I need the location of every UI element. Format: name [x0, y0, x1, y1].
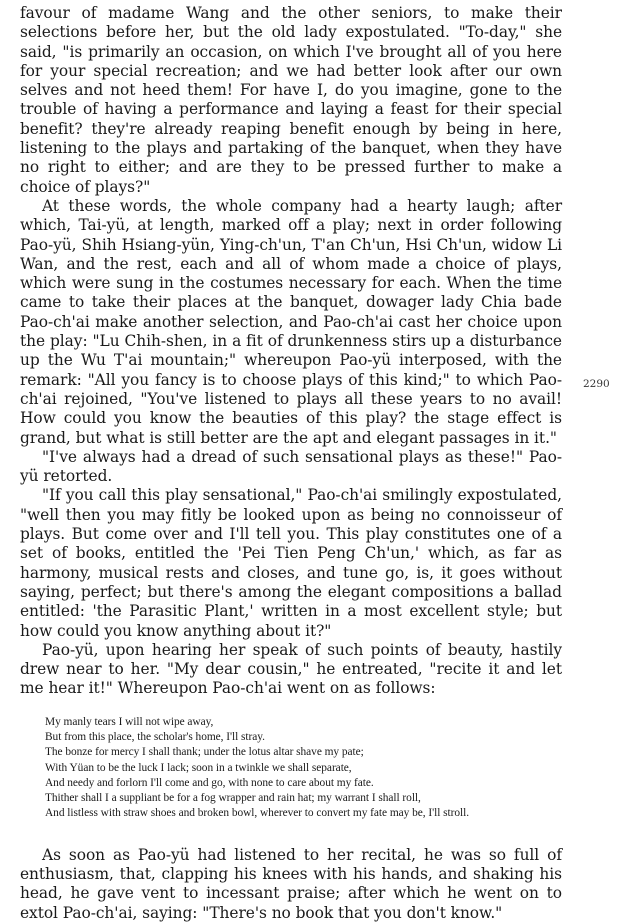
- poem-line: Thither shall I a suppliant be for a fog wrapper and rain hat; my warrant I shall roll,: [45, 792, 421, 805]
- paragraph-closing: As soon as Pao-yü had listened to her recital, he was so full of enthusiasm, that, clapping his knees with his hands, and shaking his head, he gave vent to incessant praise; after which he went on to extol Pao-ch'ai, saying: "There's no book that you don't know.": [20, 845, 562, 922]
- poem-line: And needy and forlorn I'll come and go, with none to care about my fate.: [45, 776, 374, 789]
- body-text: [20, 4, 562, 923]
- paragraph: "If you call this play sensational," Pao-ch'ai smilingly expostulated, "well then you may fitly be looked upon as being no connoisseur of plays. But come over and I'll tell you. This play constitutes one of a set of books, entitled the 'Pei Tien Peng Ch'un,' which, as far as harmony, musical rests and closes, and tune go, is, it goes without saying, perfect; but there's among the elegant compositions a ballad entitled: 'the Parasitic Plant,' written in a most excellent style; but how could you know anything about it?": [20, 486, 562, 640]
- paragraph-continuation: favour of madame Wang and the other seniors, to make their selections before her, but the old lady expostulated. "To-day," she said, "is primarily an occasion, on which I've brought all of you here for your special recreation; and we had better look after our own selves and not heed them! For have I, do you imagine, gone to the trouble of having a performance and laying a feast for their special benefit? they're already reaping benefit enough by being in here, listening to the plays and partaking of the banquet, when they have no right to either; and are they to be pressed further to make a choice of plays?": [20, 4, 562, 196]
- poem-line: But from this place, the scholar's home, I'll stray.: [45, 730, 265, 743]
- paragraph: At these words, the whole company had a hearty laugh; after which, Tai-yü, at length, marked off a play; next in order following Pao-yü, Shih Hsiang-yün, Ying-ch'un, T'an Ch'un, Hsi Ch'un, widow Li Wan, and the rest, each and all of whom made a choice of plays, which were sung in the costumes necessary for each. When the time came to take their places at the banquet, dowager lady Chia bade Pao-ch'ai make another selection, and Pao-ch'ai cast her choice upon the play: "Lu Chih-shen, in a fit of drunkenness stirs up a disturbance up the Wu T'ai mountain;" whereupon Pao-yü interposed, with the remark: "All you fancy is to choose plays of this kind;" to which Pao-ch'ai rejoined, "You've listened to plays all these years to no avail! How could you know the beauties of this play? the stage effect is grand, but what is still better are the apt and elegant passages in it.": [20, 196, 562, 447]
- poem-line: With Yüan to be the luck I lack; soon in a twinkle we shall separate,: [45, 761, 352, 774]
- page-number: 2290: [583, 378, 610, 390]
- ballad-poem: [45, 715, 562, 822]
- poem-line: The bonze for mercy I shall thank; under the lotus altar shave my pate;: [45, 746, 364, 759]
- poem-line: My manly tears I will not wipe away,: [45, 715, 214, 728]
- paragraph: "I've always had a dread of such sensational plays as these!" Pao-yü retorted.: [20, 447, 562, 486]
- poem-line: And listless with straw shoes and broken bowl, wherever to convert my fate may be, I'll stroll.: [45, 807, 470, 820]
- paragraph: Pao-yü, upon hearing her speak of such points of beauty, hastily drew near to her. "My dear cousin," he entreated, "recite it and let me hear it!" Whereupon Pao-ch'ai went on as follows:: [20, 640, 562, 698]
